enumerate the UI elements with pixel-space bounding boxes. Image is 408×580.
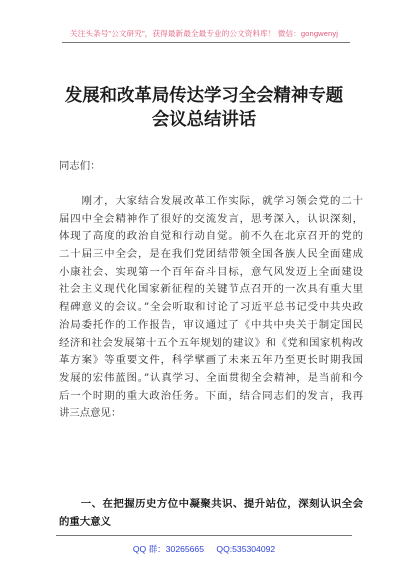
header-promo-note: 关注头条号"公文研究"，获得最新最全最专业的公文资料库！ 微信：gongwenyj xyxy=(69,29,339,38)
body-line: 小康社会、实现第一个百年奋斗目标，意气风发迈上全面建设 xyxy=(59,265,363,278)
footer-qq-number: QQ:535304092 xyxy=(216,544,276,554)
body-line: 治局委托作的工作报告，审议通过了《中共中央关于制定国民 xyxy=(59,318,363,331)
body-paragraph xyxy=(59,193,363,423)
body-line: 刚才，大家结合发展改革工作实际，就学习领会党的二十 xyxy=(59,195,363,207)
title-line-2: 会议总结讲话 xyxy=(151,110,257,130)
body-line: 讲三点意见： xyxy=(59,407,122,420)
salutation: 同志们： xyxy=(59,160,101,172)
body-line: 社会主义现代化国家新征程的关键节点召开的一次具有重大里 xyxy=(59,283,363,296)
body-line: 发展的宏伟蓝图。”认真学习、全面贯彻全会精神，是当前和今 xyxy=(59,371,363,384)
body-line: 体现了高度的政治自觉和行动自觉。前不久在北京召开的党的 xyxy=(59,230,363,243)
section-heading-line-1: 一、在把握历史方位中凝聚共识、提升站位，深刻认识全会 xyxy=(59,498,363,510)
title-line-1: 发展和改革局传达学习全会精神专题 xyxy=(64,86,344,106)
body-line: 二十届三中全会，是在我们党团结带领全国各族人民全面建成 xyxy=(59,248,363,261)
document-title xyxy=(40,84,368,132)
body-line: 程碑意义的会议。”全会听取和讨论了习近平总书记受中共央政 xyxy=(59,301,363,314)
section-heading xyxy=(59,496,363,531)
body-line: 革方案》等重要文件，科学擘画了未来五年乃至更长时期我国 xyxy=(59,354,363,367)
body-line: 后一个时期的重大政治任务。下面，结合同志们的发言，我再 xyxy=(59,389,363,402)
body-line: 届四中全会精神作了很好的交流发言，思考深入，认识深刻， xyxy=(59,212,363,225)
header-divider xyxy=(62,42,350,43)
footer-qq-group: QQ 群：30265665 xyxy=(132,544,204,554)
body-line: 经济和社会发展第十五个五年规划的建议》和《党和国家机构改 xyxy=(59,336,363,349)
footer-contact xyxy=(0,543,408,555)
section-heading-line-2: 的重大意义 xyxy=(59,515,111,528)
footer-divider xyxy=(56,535,352,536)
